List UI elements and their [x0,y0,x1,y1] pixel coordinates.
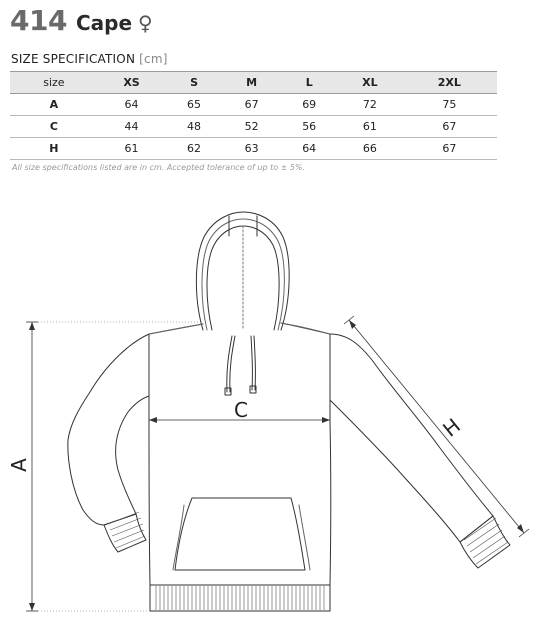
table-row [10,138,497,160]
size-table-header-row [10,72,497,94]
dimension-label-a: A [7,458,31,472]
column-header-size: size [10,72,98,94]
product-code: 414 [10,4,67,37]
table-cell: 48 [165,116,223,138]
table-cell: 61 [338,116,402,138]
drawstring-right [251,336,252,390]
column-header-xl: XL [338,72,402,94]
dimension-lines [26,316,529,611]
table-row [10,94,497,116]
size-spec-heading [11,52,168,66]
dimension-arrowheads [29,320,524,611]
table-cell: 64 [98,94,165,116]
kangaroo-pocket [175,498,305,570]
left-cuff [104,514,146,552]
product-name: Cape [75,11,133,35]
dimension-h-line [349,320,524,533]
column-header-2xl: 2XL [402,72,497,94]
size-table [10,71,497,160]
table-cell: 44 [98,116,165,138]
product-header [10,4,153,38]
table-cell: 64 [280,138,338,160]
right-sleeve [330,334,493,542]
hoodie-diagram [0,200,551,623]
table-cell: 67 [223,94,281,116]
column-header-s: S [165,72,223,94]
row-label: H [10,138,98,160]
left-sleeve [68,334,149,525]
row-label: C [10,116,98,138]
tolerance-note: All size specifications listed are in cm. Accepted tolerance of up to ± 5%. [12,163,306,172]
table-cell: 75 [402,94,497,116]
table-cell: 67 [402,138,497,160]
table-cell: 67 [402,116,497,138]
hoodie-drawing [68,212,510,611]
table-cell: 69 [280,94,338,116]
table-cell: 61 [98,138,165,160]
dimension-label-h: H [438,413,465,442]
size-spec-unit: [cm] [139,52,168,66]
female-symbol-icon: ♀ [138,11,153,35]
dimension-label-c: C [234,398,248,422]
table-cell: 65 [165,94,223,116]
table-cell: 52 [223,116,281,138]
column-header-m: M [223,72,281,94]
hoodie-body-outline [149,323,331,585]
column-header-l: L [280,72,338,94]
table-row [10,116,497,138]
table-cell: 62 [165,138,223,160]
table-cell: 63 [223,138,281,160]
size-spec-title: SIZE SPECIFICATION [11,52,136,66]
column-header-xs: XS [98,72,165,94]
table-cell: 56 [280,116,338,138]
table-cell: 66 [338,138,402,160]
table-cell: 72 [338,94,402,116]
row-label: A [10,94,98,116]
